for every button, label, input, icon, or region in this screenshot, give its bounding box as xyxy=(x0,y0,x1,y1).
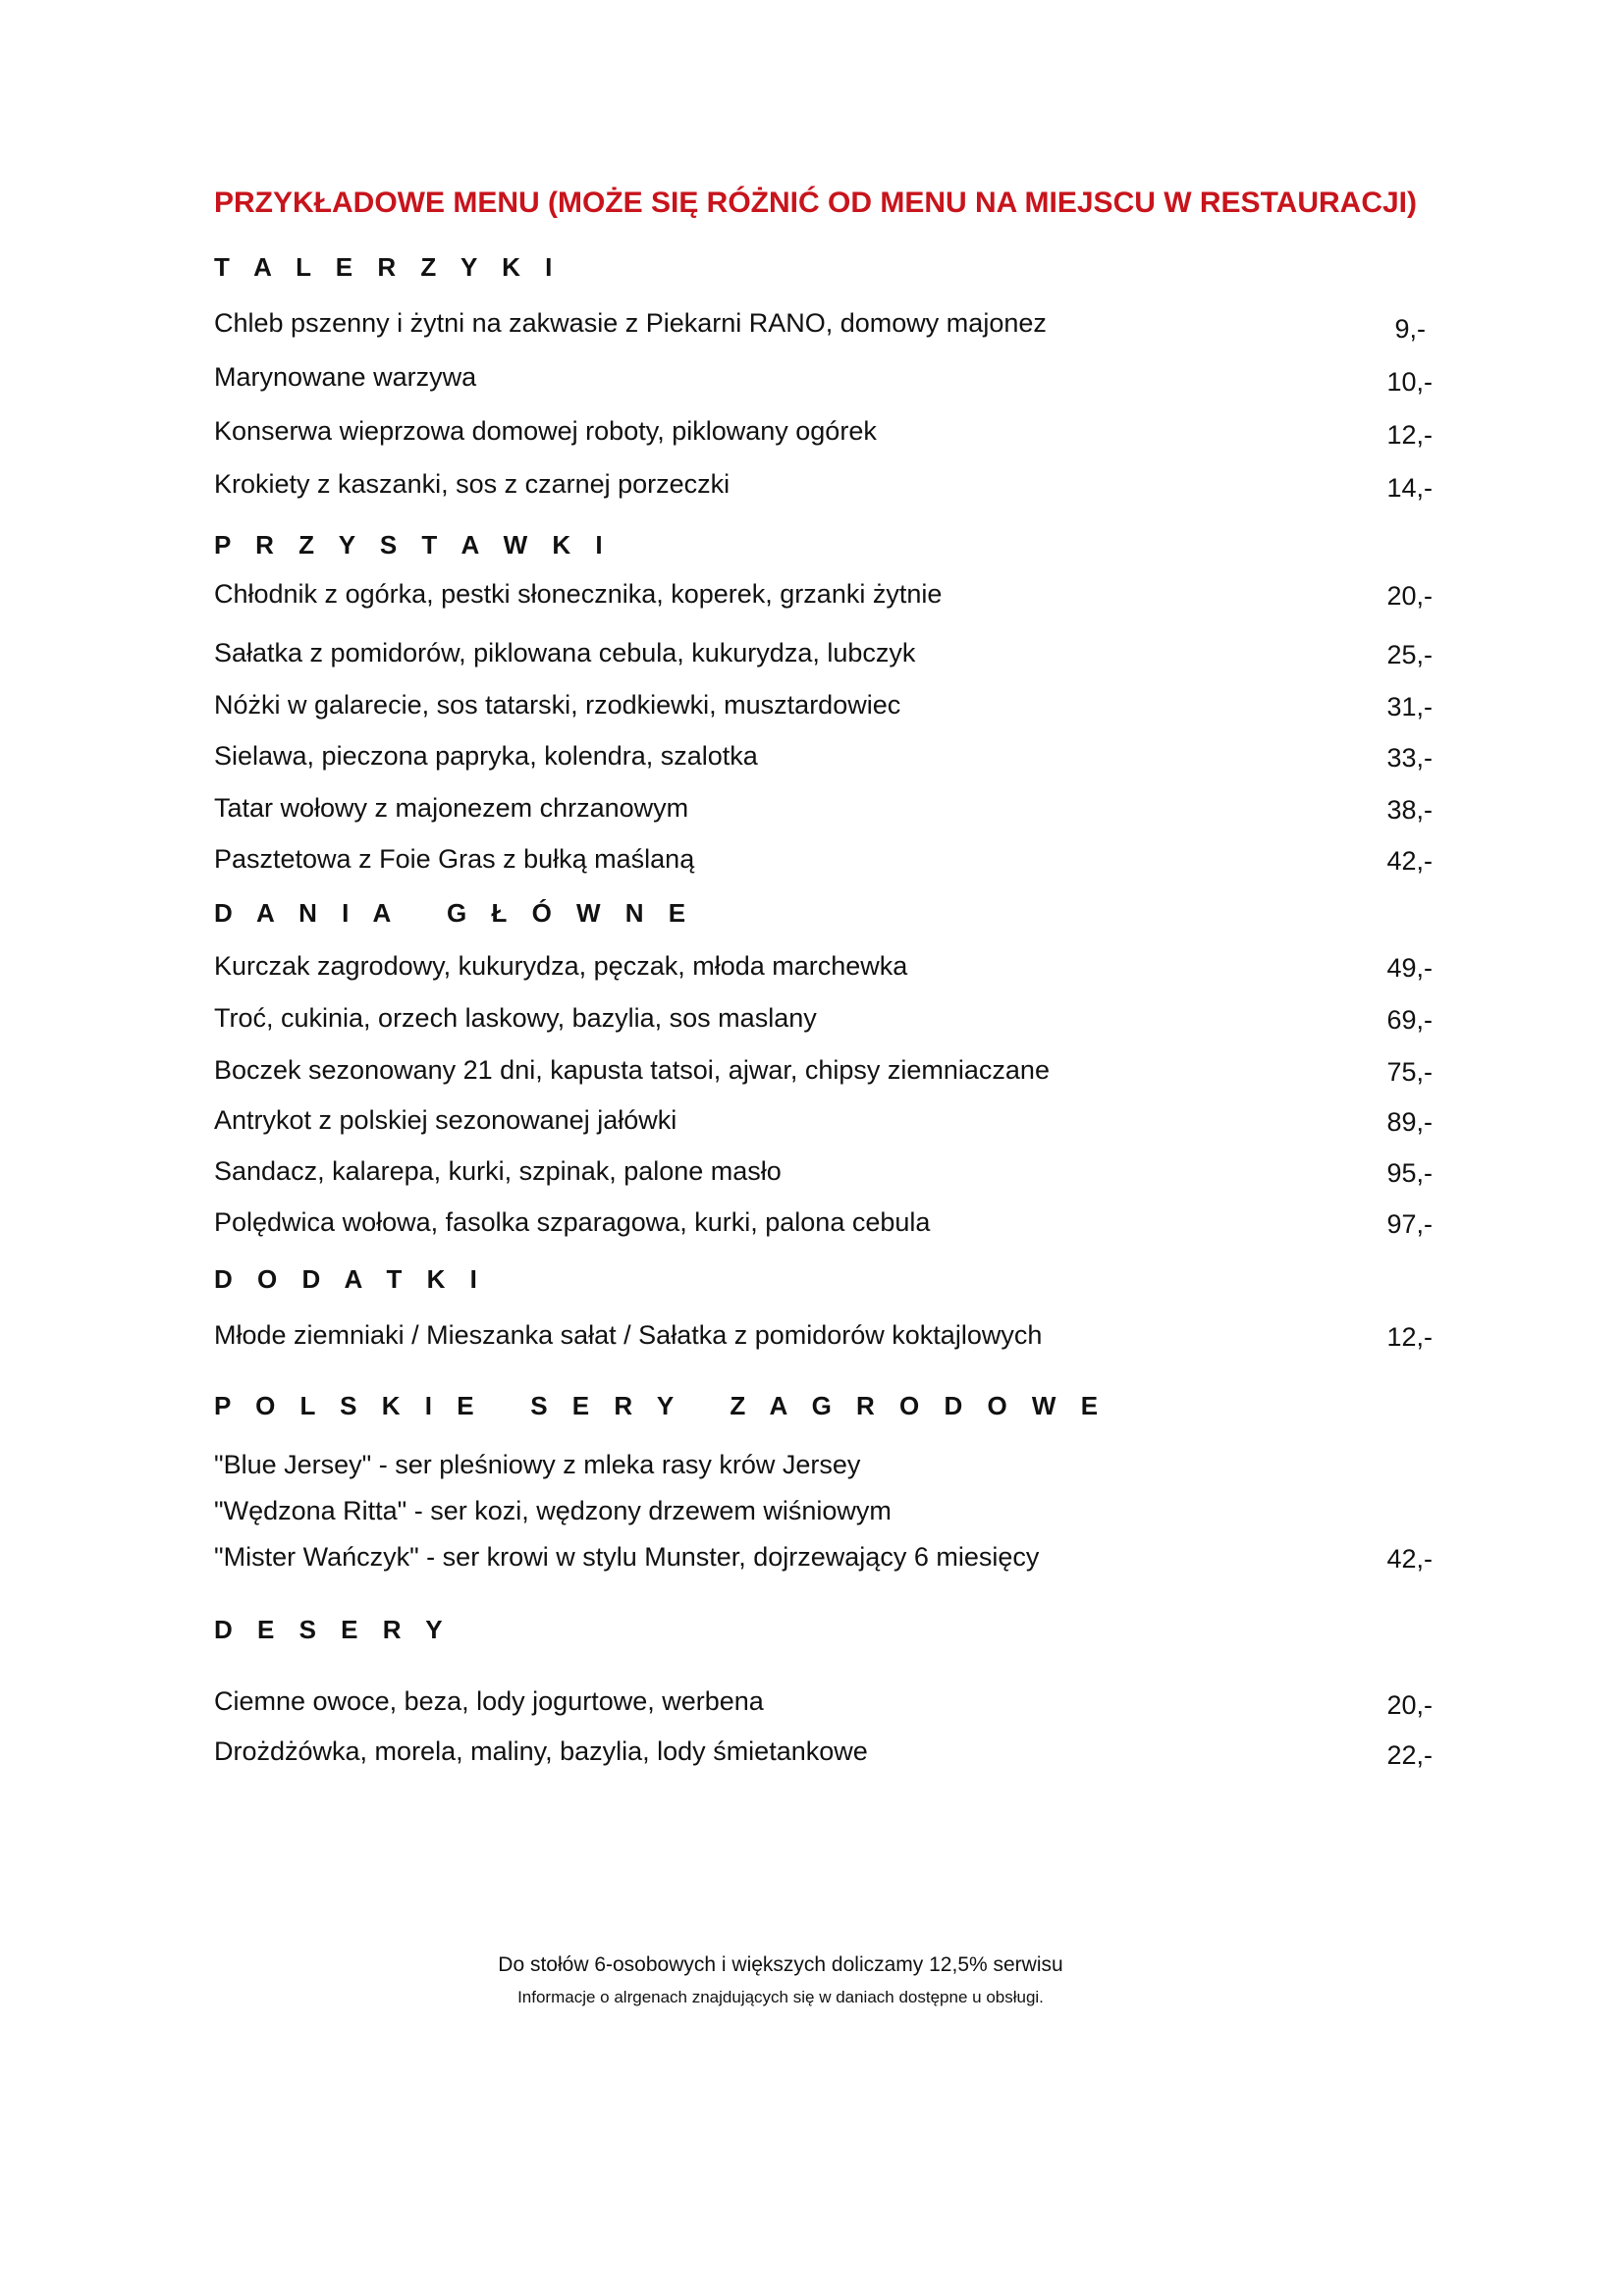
menu-item: Marynowane warzywa xyxy=(214,362,477,392)
menu-item: Chleb pszenny i żytni na zakwasie z Piekarni RANO, domowy majonez xyxy=(214,308,1047,338)
section-heading-dania-glowne: D A N I A G Ł Ó W N E xyxy=(214,898,695,928)
menu-item-price: 12,- xyxy=(1386,1322,1433,1352)
menu-item: Nóżki w galarecie, sos tatarski, rzodkiewki, musztardowiec xyxy=(214,690,901,720)
menu-item: Chłodnik z ogórka, pestki słonecznika, koperek, grzanki żytnie xyxy=(214,579,943,609)
section-heading-przystawki: P R Z Y S T A W K I xyxy=(214,530,612,560)
menu-item-price: 49,- xyxy=(1386,953,1433,983)
menu-item-price: 20,- xyxy=(1386,581,1433,611)
menu-item-price: 22,- xyxy=(1386,1740,1433,1770)
menu-item: Tatar wołowy z majonezem chrzanowym xyxy=(214,793,689,823)
menu-item-price: 69,- xyxy=(1386,1005,1433,1035)
menu-item: Krokiety z kaszanki, sos z czarnej porzeczki xyxy=(214,469,731,499)
menu-item-price: 95,- xyxy=(1386,1158,1433,1188)
section-heading-dodatki: D O D A T K I xyxy=(214,1264,486,1294)
menu-item-price: 10,- xyxy=(1386,367,1433,397)
section-heading-desery: D E S E R Y xyxy=(214,1615,452,1644)
menu-item-price: 89,- xyxy=(1386,1107,1433,1137)
menu-item: Ciemne owoce, beza, lody jogurtowe, werbena xyxy=(214,1686,764,1716)
menu-item: Drożdżówka, morela, maliny, bazylia, lody śmietankowe xyxy=(214,1736,868,1766)
menu-item-price: 20,- xyxy=(1386,1690,1433,1720)
menu-item-price: 25,- xyxy=(1386,640,1433,669)
menu-item: "Mister Wańczyk" - ser krowi w stylu Munster, dojrzewający 6 miesięcy xyxy=(214,1542,1040,1572)
menu-item-price: 38,- xyxy=(1386,795,1433,825)
menu-item-price: 14,- xyxy=(1386,473,1433,503)
menu-item-price: 12,- xyxy=(1386,420,1433,450)
menu-item: Sandacz, kalarepa, kurki, szpinak, palone masło xyxy=(214,1156,782,1186)
menu-item: Pasztetowa z Foie Gras z bułką maślaną xyxy=(214,844,695,874)
menu-item: "Wędzona Ritta" - ser kozi, wędzony drzewem wiśniowym xyxy=(214,1496,892,1525)
allergen-note: Informacje o alrgenach znajdujących się w daniach dostępne u obsługi. xyxy=(517,1988,1044,2006)
menu-item: Sałatka z pomidorów, piklowana cebula, kukurydza, lubczyk xyxy=(214,638,916,667)
menu-item-price: 31,- xyxy=(1386,692,1433,721)
menu-item-price: 42,- xyxy=(1386,1544,1433,1574)
menu-item: Konserwa wieprzowa domowej roboty, piklowany ogórek xyxy=(214,416,877,446)
section-heading-talerzyki: T A L E R Z Y K I xyxy=(214,252,562,282)
menu-item-price: 33,- xyxy=(1386,743,1433,773)
menu-item: Kurczak zagrodowy, kukurydza, pęczak, młoda marchewka xyxy=(214,951,908,981)
menu-item-price: 75,- xyxy=(1386,1057,1433,1087)
menu-title: PRZYKŁADOWE MENU (MOŻE SIĘ RÓŻNIĆ OD MENU NA MIEJSCU W RESTAURACJI) xyxy=(214,187,1418,219)
menu-item: Młode ziemniaki / Mieszanka sałat / Sałatka z pomidorów koktajlowych xyxy=(214,1320,1043,1350)
service-charge-note: Do stołów 6-osobowych i większych doliczamy 12,5% serwisu xyxy=(498,1953,1063,1976)
menu-item: Troć, cukinia, orzech laskowy, bazylia, sos maslany xyxy=(214,1003,817,1033)
menu-item: Antrykot z polskiej sezonowanej jałówki xyxy=(214,1105,677,1135)
menu-item: Polędwica wołowa, fasolka szparagowa, kurki, palona cebula xyxy=(214,1207,931,1237)
menu-item: "Blue Jersey" - ser pleśniowy z mleka rasy krów Jersey xyxy=(214,1450,861,1479)
menu-item-price: 97,- xyxy=(1386,1209,1433,1239)
menu-item-price: 9,- xyxy=(1394,314,1426,344)
menu-item-price: 42,- xyxy=(1386,846,1433,876)
menu-item: Sielawa, pieczona papryka, kolendra, szalotka xyxy=(214,741,758,771)
menu-item: Boczek sezonowany 21 dni, kapusta tatsoi, ajwar, chipsy ziemniaczane xyxy=(214,1055,1050,1085)
section-heading-polskie-sery: P O L S K I E S E R Y Z A G R O D O W E xyxy=(214,1391,1108,1420)
